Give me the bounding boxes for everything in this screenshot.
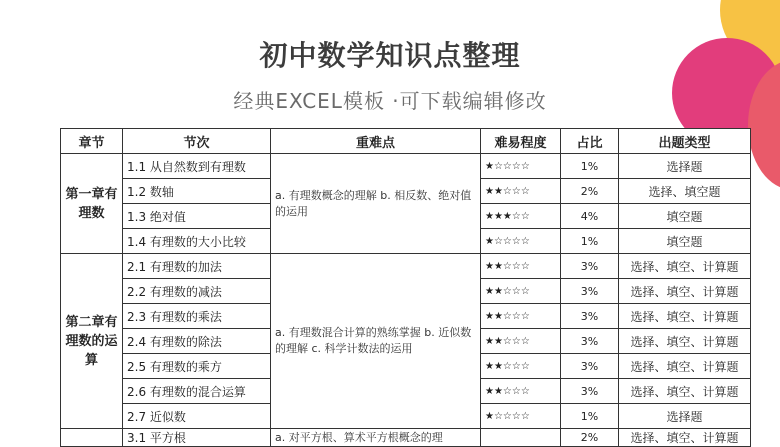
ratio-cell: 2% (561, 429, 619, 447)
question-type-cell: 选择、填空、计算题 (619, 429, 751, 447)
difficulty-stars: ★★☆☆☆ (481, 279, 561, 304)
header-question-type: 出题类型 (619, 129, 751, 154)
question-type-cell: 填空题 (619, 204, 751, 229)
ratio-cell: 3% (561, 354, 619, 379)
header-ratio: 占比 (561, 129, 619, 154)
section-cell: 2.4 有理数的除法 (123, 329, 271, 354)
ratio-cell: 3% (561, 279, 619, 304)
section-cell: 1.4 有理数的大小比较 (123, 229, 271, 254)
section-cell: 2.7 近似数 (123, 404, 271, 429)
difficulty-stars: ★☆☆☆☆ (481, 154, 561, 179)
key-points-cell: a. 有理数混合计算的熟练掌握 b. 近似数的理解 c. 科学计数法的运用 (271, 254, 481, 429)
ratio-cell: 1% (561, 154, 619, 179)
question-type-cell: 选择、填空、计算题 (619, 379, 751, 404)
knowledge-table (60, 128, 751, 447)
ratio-cell: 1% (561, 229, 619, 254)
ratio-cell: 2% (561, 179, 619, 204)
key-points-cell: a. 对平方根、算术平方根概念的理 (271, 429, 481, 447)
question-type-cell: 填空题 (619, 229, 751, 254)
section-cell: 2.5 有理数的乘方 (123, 354, 271, 379)
difficulty-stars: ★☆☆☆☆ (481, 229, 561, 254)
difficulty-stars: ★★☆☆☆ (481, 354, 561, 379)
table-row-partial (61, 429, 751, 447)
header-key-points: 重难点 (271, 129, 481, 154)
ratio-cell: 3% (561, 329, 619, 354)
chapter-cell: 第一章有理数 (61, 154, 123, 254)
chapter-cell: 第二章有理数的运算 (61, 254, 123, 429)
section-cell: 2.6 有理数的混合运算 (123, 379, 271, 404)
table-row (61, 254, 751, 279)
difficulty-stars: ★★☆☆☆ (481, 379, 561, 404)
section-cell: 1.2 数轴 (123, 179, 271, 204)
section-cell: 2.2 有理数的减法 (123, 279, 271, 304)
difficulty-stars: ★★☆☆☆ (481, 254, 561, 279)
chapter-cell (61, 429, 123, 447)
ratio-cell: 3% (561, 304, 619, 329)
header-section: 节次 (123, 129, 271, 154)
question-type-cell: 选择题 (619, 404, 751, 429)
section-cell: 1.1 从自然数到有理数 (123, 154, 271, 179)
question-type-cell: 选择、填空、计算题 (619, 354, 751, 379)
section-cell: 1.3 绝对值 (123, 204, 271, 229)
header-chapter: 章节 (61, 129, 123, 154)
difficulty-stars: ★★☆☆☆ (481, 179, 561, 204)
ratio-cell: 4% (561, 204, 619, 229)
table-header-row (61, 129, 751, 154)
difficulty-stars: ★☆☆☆☆ (481, 404, 561, 429)
difficulty-stars: ★★★☆☆ (481, 204, 561, 229)
difficulty-stars: ★★☆☆☆ (481, 329, 561, 354)
section-cell: 2.1 有理数的加法 (123, 254, 271, 279)
section-cell: 2.3 有理数的乘法 (123, 304, 271, 329)
page-title: 初中数学知识点整理 (259, 39, 521, 72)
section-cell: 3.1 平方根 (123, 429, 271, 447)
page-subtitle: 经典EXCEL模板 ·可下载编辑修改 (233, 89, 547, 113)
question-type-cell: 选择、填空题 (619, 179, 751, 204)
header-difficulty: 难易程度 (481, 129, 561, 154)
key-points-cell: a. 有理数概念的理解 b. 相反数、绝对值的运用 (271, 154, 481, 254)
question-type-cell: 选择、填空、计算题 (619, 279, 751, 304)
difficulty-stars (481, 429, 561, 447)
question-type-cell: 选择、填空、计算题 (619, 254, 751, 279)
ratio-cell: 3% (561, 254, 619, 279)
table-row (61, 154, 751, 179)
question-type-cell: 选择、填空、计算题 (619, 304, 751, 329)
ratio-cell: 1% (561, 404, 619, 429)
difficulty-stars: ★★☆☆☆ (481, 304, 561, 329)
question-type-cell: 选择、填空、计算题 (619, 329, 751, 354)
question-type-cell: 选择题 (619, 154, 751, 179)
ratio-cell: 3% (561, 379, 619, 404)
